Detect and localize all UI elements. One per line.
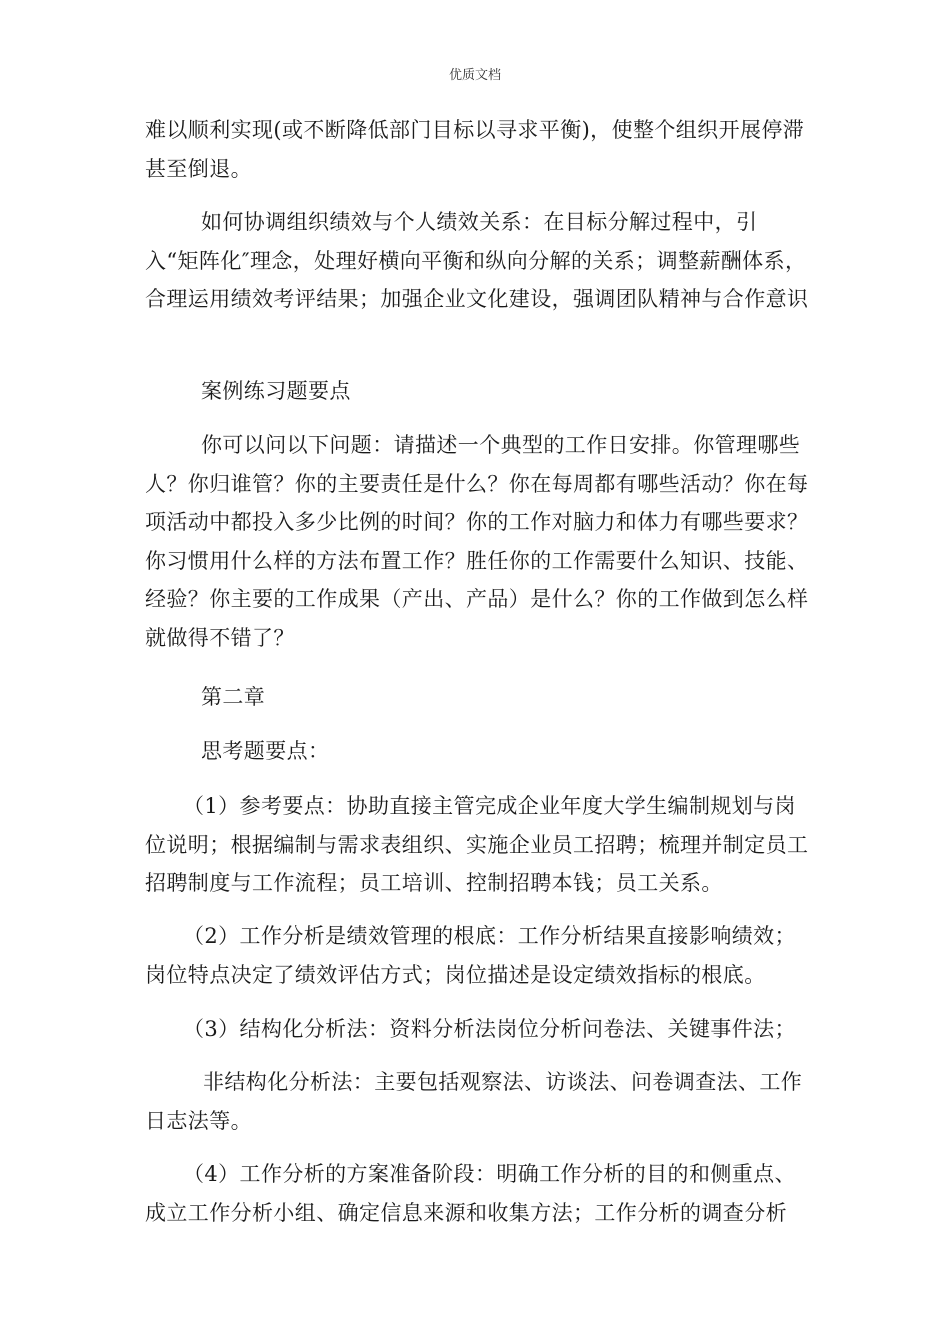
- section-heading-thinking: 思考题要点：: [201, 739, 330, 763]
- paragraph-item-3: （3）结构化分析法：资料分析法岗位分析问卷法、关键事件法；: [183, 1017, 796, 1041]
- page-header: 优质文档: [448, 68, 501, 83]
- paragraph-unstructured: 非结构化分析法：主要包括观察法、访谈法、问卷调查法、工作日志法等。: [145, 1070, 803, 1133]
- section-heading-case-exercise: 案例练习题要点: [201, 379, 351, 403]
- paragraph-item-2: （2）工作分析是绩效管理的根底：工作分析结果直接影响绩效；岗位特点决定了绩效评估方式；岗位描述是设定绩效指标的根底。: [145, 924, 796, 987]
- paragraph-questions: 你可以问以下问题：请描述一个典型的工作日安排。你管理哪些人？你归谁管？你的主要责任是什么？你在每周都有哪些活动？你在每项活动中都投入多少比例的时间？你的工作对脑力和体力有哪些要求？你习惯用什么样的方法布置工作？胜任你的工作需要什么知识、技能、经验？你主要的工作成果（产出、产品）是什么？你的工作做到怎么样就做得不错了？: [145, 433, 809, 650]
- paragraph-coordination: 如何协调组织绩效与个人绩效关系：在目标分解过程中，引入“矩阵化″理念，处理好横向平衡和纵向分解的关系；调整薪酬体系，合理运用绩效考评结果；加强企业文化建设，强调团队精神与合作意识: [145, 210, 809, 311]
- chapter-heading: 第二章: [201, 685, 266, 709]
- paragraph-item-4: （4）工作分析的方案准备阶段：明确工作分析的目的和侧重点、成立工作分析小组、确定信息来源和收集方法；工作分析的调查分析: [145, 1162, 796, 1225]
- paragraph-item-1: （1）参考要点：协助直接主管完成企业年度大学生编制规划与岗位说明；根据编制与需求表组织、实施企业员工招聘；梳理并制定员工招聘制度与工作流程；员工培训、控制招聘本钱；员工关系。: [145, 794, 809, 895]
- paragraph-continuation: 难以顺利实现(或不断降低部门目标以寻求平衡)，使整个组织开展停滞甚至倒退。: [145, 118, 805, 181]
